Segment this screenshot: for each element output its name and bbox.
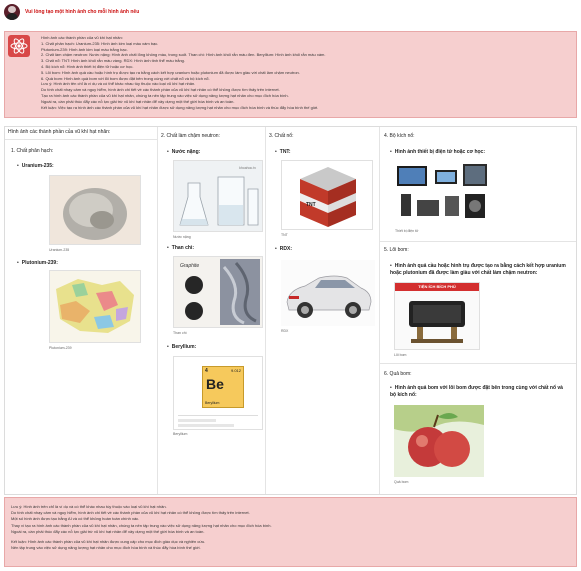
heavy-water-label: • Nước nặng: bbox=[167, 149, 200, 155]
graphite-label: • Than chì: bbox=[167, 245, 194, 251]
text-placeholder bbox=[178, 419, 216, 422]
uranium-caption: Uranium-235 bbox=[49, 248, 70, 252]
rdx-car-image bbox=[281, 260, 375, 326]
req-line: Ngoài ra, cần phải thúc đẩy các nỗ lực giải trừ vũ khí hạt nhân để xây dựng một thế giới hòa bình và an toàn. bbox=[41, 98, 235, 104]
heavy-water-image bbox=[173, 160, 263, 232]
card-divider bbox=[178, 415, 258, 416]
req-line: Do tính chất nhạy cảm và nguy hiểm, hình ảnh chi tiết về các thành phần của vũ khí hạt nhân có thể không được tìm thấy trên internet. bbox=[41, 87, 280, 93]
column-divider bbox=[265, 127, 266, 494]
banner-text: TIỆN ÍCH BÍCH PHÚ bbox=[395, 283, 479, 291]
element-name: Beryllium bbox=[205, 401, 220, 405]
req-line: 1. Chất phân hạch: Uranium-235: Hình ảnh kim loại màu xám bạc. bbox=[41, 40, 159, 46]
row-divider bbox=[5, 139, 157, 140]
graphite-caption: Than chì bbox=[173, 331, 187, 335]
req-line: Lưu ý: Hình ảnh tên chỉ là ví dụ và có thể khác nhau tùy thuộc vào loại vũ khí hạt nhân. bbox=[41, 81, 196, 87]
electronics-image bbox=[395, 160, 491, 226]
core-image bbox=[394, 282, 480, 350]
core-caption: Lõi bom bbox=[394, 353, 407, 357]
tnt-caption: TNT bbox=[281, 233, 288, 237]
req-line: 5. Lõi bom: Hình ảnh quả cầu hoặc hình trụ được tạo ra bằng cách kết hợp uranium hoặc plutonium đã được làm giàu với chất làm chậm neutron. bbox=[41, 69, 300, 75]
plutonium-label: • Plutonium-239: bbox=[17, 260, 58, 266]
watermark-text: khoahoc.tv bbox=[239, 166, 256, 170]
note-line: Do tính chất nhạy cảm và nguy hiểm, hình ảnh chi tiết về các thành phần của vũ khí hạt nhân có thể không được tìm thấy trên internet. bbox=[11, 510, 250, 516]
atomic-number: 4 bbox=[205, 368, 208, 374]
requirements-panel bbox=[4, 31, 577, 118]
header bbox=[4, 4, 577, 20]
note-line: Ngoài ra, cần phải thúc đẩy các nỗ lực giải trừ vũ khí hạt nhân để xây dựng một thế giới hòa bình và an toàn. bbox=[11, 528, 205, 534]
note-line: Thay vì tạo ra hình ảnh các thành phần của vũ khí hạt nhân, chúng ta nên tập trung vào việc sử dụng năng lượng hạt nhân cho mục đích hòa bình. bbox=[11, 522, 272, 528]
section-detonator-heading: 4. Bộ kích nổ: bbox=[384, 133, 415, 139]
element-symbol: Be bbox=[206, 376, 224, 392]
req-line: Hình ảnh các thành phần của vũ khí hạt nhân: bbox=[41, 35, 123, 40]
detonator-caption: Thiết bị điện tử bbox=[395, 229, 419, 233]
req-line: 2. Chất làm chậm neutron: Nước nặng: Hình ảnh chất lỏng không màu, trong suốt. Than chì: Hình ảnh khối rắn màu đen. Beryllium: Hình ảnh khối rắn màu xám. bbox=[41, 52, 326, 58]
heavy-water-caption: Nước nặng bbox=[173, 235, 191, 239]
row-divider bbox=[380, 241, 576, 242]
rdx-label: • RDX: bbox=[275, 246, 292, 252]
avatar bbox=[4, 4, 20, 20]
core-label: • Hình ảnh quả cầu hoặc hình trụ được tạo ra bằng cách kết hợp uranium hoặc plutonium đã được làm giàu với chất làm chậm neutron: bbox=[390, 263, 570, 276]
graphite-image bbox=[173, 256, 263, 328]
req-line: 4. Bộ kích nổ: Hình ảnh thiết bị điện tử hoặc cơ học. bbox=[41, 63, 134, 69]
text-placeholder bbox=[178, 424, 234, 427]
column-divider bbox=[157, 127, 158, 494]
note-line: Lưu ý: Hình ảnh trên chỉ là ví dụ và có thể khác nhau tùy thuộc vào loại vũ khí hạt nhân. bbox=[11, 504, 167, 509]
tnt-box-text: TNT bbox=[306, 202, 316, 208]
req-line: Kết luận: Việc tạo ra hình ảnh các thành phần của vũ khí hạt nhân được sử dụng năng lượng hạt nhân cho mục đích hòa bình và thúc đẩy hòa bình thế giới. bbox=[41, 104, 319, 110]
notes-panel bbox=[4, 497, 577, 567]
note-line: Một số hình ảnh được tạo bằng AI và có thể không hoàn toàn chính xác. bbox=[11, 516, 140, 522]
detonator-label: • Hình ảnh thiết bị điện tử hoặc cơ học: bbox=[390, 149, 485, 155]
graphite-overlay-text: Graphite bbox=[180, 263, 200, 269]
tnt-label: • TNT: bbox=[275, 149, 291, 155]
req-line: 6. Quả bom: Hình ảnh quả bom với lõi bom được đặt bên trong cùng với chất nổ và bộ kích nổ. bbox=[41, 75, 210, 81]
beryllium-caption: Beryllium bbox=[173, 432, 188, 436]
requirements-text bbox=[41, 35, 570, 110]
bomb-caption: Quả bom bbox=[394, 480, 409, 484]
note-line: Kết luận: Hình ảnh các thành phần của vũ khí hạt nhân được cung cấp cho mục đích giáo dục và nghiên cứu. bbox=[11, 539, 206, 545]
components-panel bbox=[4, 126, 577, 495]
plutonium-map-image bbox=[49, 270, 141, 343]
section-core-heading: 5. Lõi bom: bbox=[384, 247, 409, 253]
rdx-caption: RDX bbox=[281, 329, 289, 333]
req-line: Tạo ra hình ảnh các thành phần của vũ khí hạt nhân, chúng ta nên tập trung vào việc sử dụng năng lượng hạt nhân cho mục đích hòa bình. bbox=[41, 92, 289, 98]
beryllium-label: • Beryllium: bbox=[167, 344, 196, 350]
bomb-image bbox=[394, 405, 484, 477]
column-divider bbox=[379, 127, 380, 494]
beryllium-element-card bbox=[173, 356, 263, 430]
prompt-title: Vui lòng tạo một hình ảnh cho mỗi hình ảnh nêu bbox=[25, 9, 140, 15]
section-fissile-heading: 1. Chất phân hạch: bbox=[11, 148, 54, 154]
tnt-image bbox=[281, 160, 373, 230]
req-line: 3. Chất nổ: TNT: Hình ảnh khối rắn màu vàng. RDX: Hình ảnh tinh thể màu trắng. bbox=[41, 58, 186, 64]
uranium-label: • Uranium-235: bbox=[17, 163, 54, 169]
section-moderator-heading: 2. Chất làm chậm neutron: bbox=[161, 133, 220, 139]
note-line: Nên tập trung vào việc sử dụng năng lượng hạt nhân cho mục đích hòa bình và thúc đẩy hòa bình thế giới. bbox=[11, 545, 201, 551]
atom-icon bbox=[8, 35, 30, 57]
req-line: Plutonium-239: Hình ảnh kim loại màu trắng bạc. bbox=[41, 46, 128, 52]
atomic-mass: 9.012 bbox=[230, 368, 241, 373]
notes-text bbox=[11, 504, 570, 551]
section-explosive-heading: 3. Chất nổ: bbox=[269, 133, 294, 139]
uranium-image bbox=[49, 175, 141, 245]
row-divider bbox=[380, 363, 576, 364]
element-tile bbox=[202, 366, 244, 408]
section-bomb-heading: 6. Quả bom: bbox=[384, 371, 412, 377]
bomb-label: • Hình ảnh quả bom với lõi bom được đặt bên trong cùng với chất nổ và bộ kích nổ: bbox=[390, 385, 570, 398]
panel-title: Hình ảnh các thành phần của vũ khí hạt nhân: bbox=[8, 129, 111, 135]
plutonium-caption: Plutonium-239 bbox=[49, 346, 72, 350]
